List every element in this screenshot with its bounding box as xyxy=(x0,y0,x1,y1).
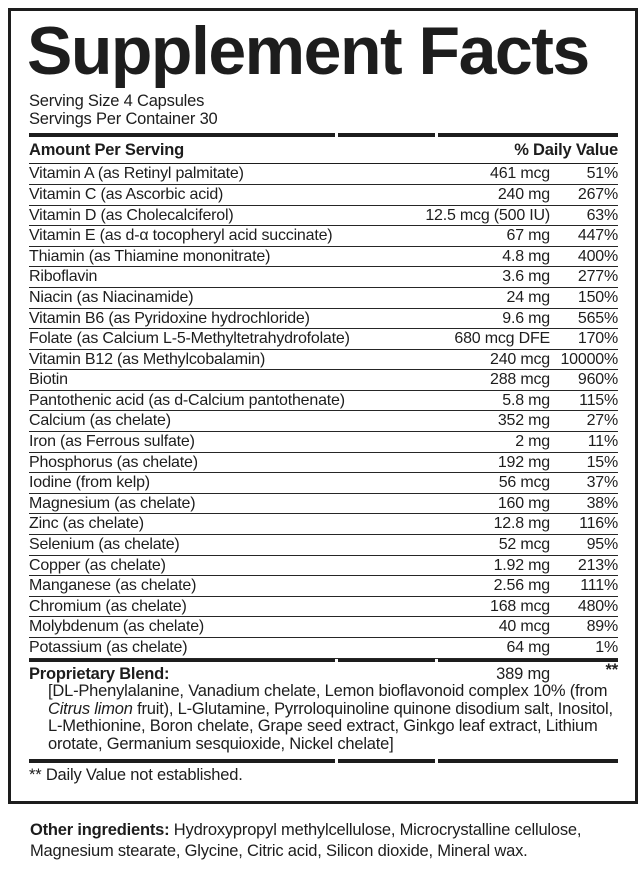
daily-value-header: % Daily Value xyxy=(514,141,618,160)
table-header-row xyxy=(29,137,618,164)
row-amount: 9.6 mg xyxy=(502,309,550,327)
row-daily-value: 15% xyxy=(586,453,618,471)
row-daily-value: 1% xyxy=(595,639,618,657)
row-daily-value: 400% xyxy=(577,247,618,265)
table-row xyxy=(29,329,618,350)
row-daily-value: 37% xyxy=(586,474,618,492)
other-ingredients xyxy=(30,820,618,861)
row-nutrient-name: Pantothenic acid (as d-Calcium pantothenate) xyxy=(29,391,345,409)
table-row xyxy=(29,535,618,556)
row-nutrient-name: Biotin xyxy=(29,371,68,389)
row-amount: 64 mg xyxy=(506,639,550,657)
table-row xyxy=(29,370,618,391)
blend-daily-value-asterisks: ** xyxy=(605,660,618,679)
row-daily-value: 95% xyxy=(586,536,618,554)
row-nutrient-name: Selenium (as chelate) xyxy=(29,536,180,554)
row-amount: 52 mcg xyxy=(498,536,550,554)
row-nutrient-name: Molybdenum (as chelate) xyxy=(29,618,205,636)
table-row xyxy=(29,473,618,494)
row-nutrient-name: Niacin (as Niacinamide) xyxy=(29,288,194,306)
row-amount: 2.56 mg xyxy=(493,577,550,595)
serving-size: Serving Size 4 Capsules xyxy=(29,92,205,111)
row-nutrient-name: Magnesium (as chelate) xyxy=(29,494,196,512)
row-nutrient-name: Thiamin (as Thiamine mononitrate) xyxy=(29,247,271,265)
daily-value-footnote: ** Daily Value not established. xyxy=(29,765,243,784)
blend-text-botanical: Citrus limon xyxy=(48,699,133,718)
row-daily-value: 10000% xyxy=(560,350,618,368)
row-daily-value: 51% xyxy=(586,165,618,183)
row-nutrient-name: Zinc (as chelate) xyxy=(29,515,144,533)
table-row xyxy=(29,514,618,535)
amount-per-serving-header: Amount Per Serving xyxy=(29,141,185,160)
row-nutrient-name: Calcium (as chelate) xyxy=(29,412,171,430)
row-nutrient-name: Vitamin B12 (as Methylcobalamin) xyxy=(29,350,266,368)
row-nutrient-name: Manganese (as chelate) xyxy=(29,577,197,595)
row-amount: 168 mcg xyxy=(490,597,550,615)
table-row xyxy=(29,576,618,597)
row-amount: 1.92 mg xyxy=(493,556,550,574)
row-amount: 40 mcg xyxy=(498,618,550,636)
table-row xyxy=(29,453,618,474)
row-daily-value: 267% xyxy=(577,185,618,203)
table-row xyxy=(29,556,618,577)
row-nutrient-name: Vitamin C (as Ascorbic acid) xyxy=(29,185,224,203)
row-daily-value: 111% xyxy=(580,577,618,595)
other-ingredients-text: Hydroxypropyl methylcellulose, Microcrystalline cellulose, Magnesium stearate, Glycine, Citric acid, Silicon dioxide, Mineral wax. xyxy=(30,821,582,860)
row-nutrient-name: Folate (as Calcium L-5-Methyltetrahydrofolate) xyxy=(29,330,350,348)
row-amount: 240 mcg xyxy=(490,350,550,368)
other-ingredients-label: Other ingredients: xyxy=(30,821,170,839)
row-amount: 192 mg xyxy=(497,453,550,471)
servings-per-container: Servings Per Container 30 xyxy=(29,110,218,129)
row-daily-value: 11% xyxy=(587,433,618,451)
row-daily-value: 150% xyxy=(577,288,618,306)
table-row xyxy=(29,597,618,618)
row-amount: 4.8 mg xyxy=(502,247,550,265)
row-amount: 12.8 mg xyxy=(493,515,550,533)
row-daily-value: 565% xyxy=(577,309,618,327)
panel-title: Supplement Facts xyxy=(27,13,589,89)
row-amount: 160 mg xyxy=(497,494,550,512)
row-daily-value: 277% xyxy=(577,268,618,286)
table-row xyxy=(29,267,618,288)
table-row xyxy=(29,226,618,247)
blend-label: Proprietary Blend: xyxy=(29,664,170,683)
row-amount: 5.8 mg xyxy=(502,391,550,409)
row-nutrient-name: Riboflavin xyxy=(29,268,98,286)
facts-rows xyxy=(29,164,618,658)
supplement-facts-panel xyxy=(8,8,638,804)
proprietary-blend-row xyxy=(29,662,618,684)
row-daily-value: 89% xyxy=(586,618,618,636)
row-nutrient-name: Phosphorus (as chelate) xyxy=(29,453,198,471)
table-row xyxy=(29,350,618,371)
row-amount: 24 mg xyxy=(506,288,550,306)
row-daily-value: 170% xyxy=(577,330,618,348)
row-nutrient-name: Chromium (as chelate) xyxy=(29,597,187,615)
table-row xyxy=(29,185,618,206)
blend-text-pre: [DL-Phenylalanine, Vanadium chelate, Lemon bioflavonoid complex 10% (from xyxy=(48,682,608,701)
blend-text-post: fruit), L-Glutamine, Pyrroloquinoline quinone disodium salt, Inositol, L-Methionine, Boron chelate, Grape seed extract, Ginkgo leaf extract, Lithium orotate, Germanium sesquioxide, Nickel chelate] xyxy=(48,699,613,753)
row-amount: 288 mcg xyxy=(490,371,550,389)
table-row xyxy=(29,206,618,227)
table-row xyxy=(29,638,618,659)
row-amount: 2 mg xyxy=(515,433,550,451)
row-daily-value: 115% xyxy=(579,391,618,409)
row-daily-value: 116% xyxy=(579,515,618,533)
row-amount: 680 mcg DFE xyxy=(454,330,550,348)
table-row xyxy=(29,164,618,185)
row-daily-value: 480% xyxy=(577,597,618,615)
row-daily-value: 63% xyxy=(586,206,618,224)
table-row xyxy=(29,617,618,638)
row-daily-value: 960% xyxy=(577,371,618,389)
row-nutrient-name: Iodine (from kelp) xyxy=(29,474,150,492)
row-amount: 12.5 mcg (500 IU) xyxy=(425,206,550,224)
row-amount: 352 mg xyxy=(497,412,550,430)
table-row xyxy=(29,391,618,412)
row-nutrient-name: Vitamin D (as Cholecalciferol) xyxy=(29,206,234,224)
row-daily-value: 213% xyxy=(577,556,618,574)
table-row xyxy=(29,247,618,268)
table-row xyxy=(29,411,618,432)
row-daily-value: 447% xyxy=(577,227,618,245)
row-nutrient-name: Vitamin B6 (as Pyridoxine hydrochloride) xyxy=(29,309,310,327)
row-nutrient-name: Potassium (as chelate) xyxy=(29,639,188,657)
row-daily-value: 27% xyxy=(586,412,618,430)
row-amount: 56 mcg xyxy=(498,474,550,492)
blend-amount: 389 mg xyxy=(496,664,550,683)
row-nutrient-name: Vitamin A (as Retinyl palmitate) xyxy=(29,165,244,183)
row-daily-value: 38% xyxy=(586,494,618,512)
table-row xyxy=(29,309,618,330)
row-amount: 3.6 mg xyxy=(502,268,550,286)
row-nutrient-name: Copper (as chelate) xyxy=(29,556,166,574)
row-amount: 67 mg xyxy=(506,227,550,245)
blend-ingredients xyxy=(29,683,618,758)
row-amount: 461 mcg xyxy=(490,165,550,183)
table-row xyxy=(29,494,618,515)
row-nutrient-name: Vitamin E (as d-α tocopheryl acid succinate) xyxy=(29,227,333,245)
row-nutrient-name: Iron (as Ferrous sulfate) xyxy=(29,433,195,451)
row-amount: 240 mg xyxy=(497,185,550,203)
table-row xyxy=(29,288,618,309)
table-row xyxy=(29,432,618,453)
